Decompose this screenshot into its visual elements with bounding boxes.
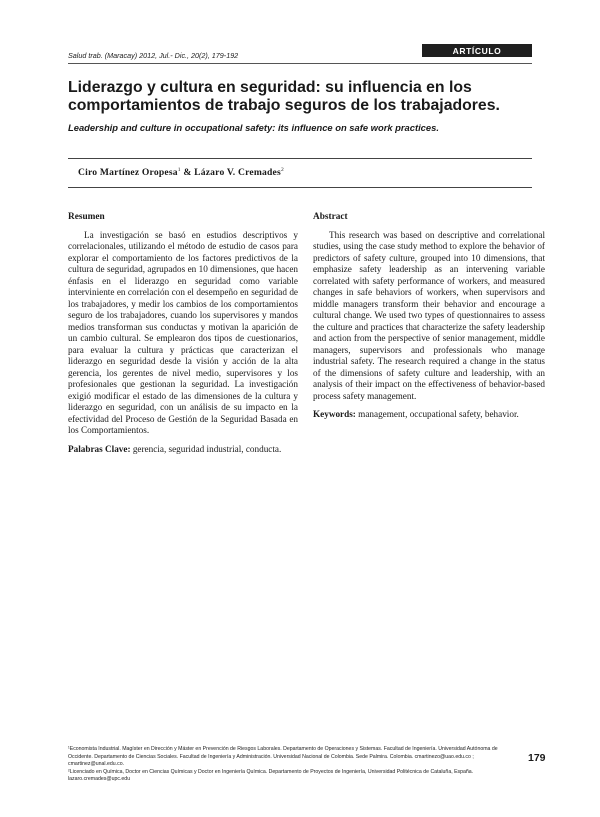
section-badge: ARTÍCULO [422,44,532,57]
abstract-keywords [313,409,545,421]
author-separator: & [180,167,195,179]
author-1-affiliation: 1 [177,167,181,174]
title-spanish: Liderazgo y cultura en seguridad: su influencia en los comportamientos de trabajo seguros de los trabajadores. [68,79,500,114]
resumen-body: La investigación se basó en estudios descriptivos y correlacionales, utilizando el método de estudio de casos para explorar el comportamiento de los factores predictivos de la cultura de seguridad, agrupados en 10 dimensiones, que hacen énfasis en el liderazgo en seguridad como variable interviniente en correlación con el desempeño en seguridad de los trabajadores, y medir los cambios de los comportamientos seguro de los trabajadores, cuando los supervisores y mandos medios transforman sus conductas y motivan la aparición de un cambio cultural. Se emplearon dos tipos de cuestionarios, para evaluar la cultura y prácticas que caracterizan el liderazgo en seguridad desde la visión y acción de la alta gerencia, los gerentes de nivel medio, supervisores y los profesionales que gestionan la seguridad. La investigación exigió modificar el estado de las dimensiones de la cultura y liderazgo en seguridad, con un análisis de su impacto en la efectividad del Proceso de Gestión de la Seguridad Basada en los Comportamientos. [68,229,298,435]
abstract-keywords-label: Keywords: [313,409,356,419]
author-2: Lázaro V. Cremades [194,167,281,179]
resumen-keywords [68,444,298,456]
abstract-heading: Abstract [313,212,348,222]
authors-line [78,167,284,178]
author-1: Ciro Martínez Oropesa [78,167,178,179]
journal-citation: Salud trab. (Maracay) 2012, Jul.- Dic., 20(2), 179-192 [68,51,239,60]
footnote-1: ¹Economista Industrial. Magíster en Dirección y Máster en Prevención de Riesgos Laborales. Departamento de Operaciones y Sistemas. Facultad de Ingeniería. Universidad Autónoma de Occidente. Departamento de Ciencias Sociales. Facultad de Ingeniería y Administración. Universidad Nacional de Colombia. Sede Palmira. Colombia. cmartinezo@uao.edu.co ; cmartinez@unal.edu.co. [68,746,498,768]
page-number: 179 [528,752,546,764]
abstract-body: This research was based on descriptive and correlational studies, using the case study method to explore the behavior of predictors of safety culture, grouped into 10 dimensions, that emphasize safety leadership as an intervening variable correlated with safety performance of workers, and measured changes in safe behaviors of workers, when supervisors and middle managers transform their behavior and encourage a cultural change. We used two types of questionnaires to assess the culture and practices that characterize the safety leadership and action from the perspective of senior management, middle managers, supervisors and professionals who manage industrial safety. The research required a change in the status of the dimensions of safety culture and leadership, with an analysis of their impact on the effectiveness of behavior-based process safety management. [313,229,545,401]
authors-box [68,158,532,188]
resumen-column [68,212,298,455]
resumen-heading: Resumen [68,212,105,222]
resumen-keywords-label: Palabras Clave: [68,443,131,454]
footnote-2: ²Licenciado en Química, Doctor en Ciencias Químicas y Doctor en Ingeniería Química. Departamento de Proyectos de Ingeniería, Universidad Politécnica de Cataluña, España. lazaro.cremades@upc.edu [68,768,474,783]
footnotes [68,746,518,784]
resumen-keywords-text: gerencia, seguridad industrial, conducta. [130,443,282,454]
title-english: Leadership and culture in occupational safety: its influence on safe work practices. [68,122,439,133]
abstract-keywords-text: management, occupational safety, behavior. [355,409,519,419]
abstract-column [313,212,545,421]
header-rule [68,63,532,64]
author-2-affiliation: 2 [280,167,284,174]
